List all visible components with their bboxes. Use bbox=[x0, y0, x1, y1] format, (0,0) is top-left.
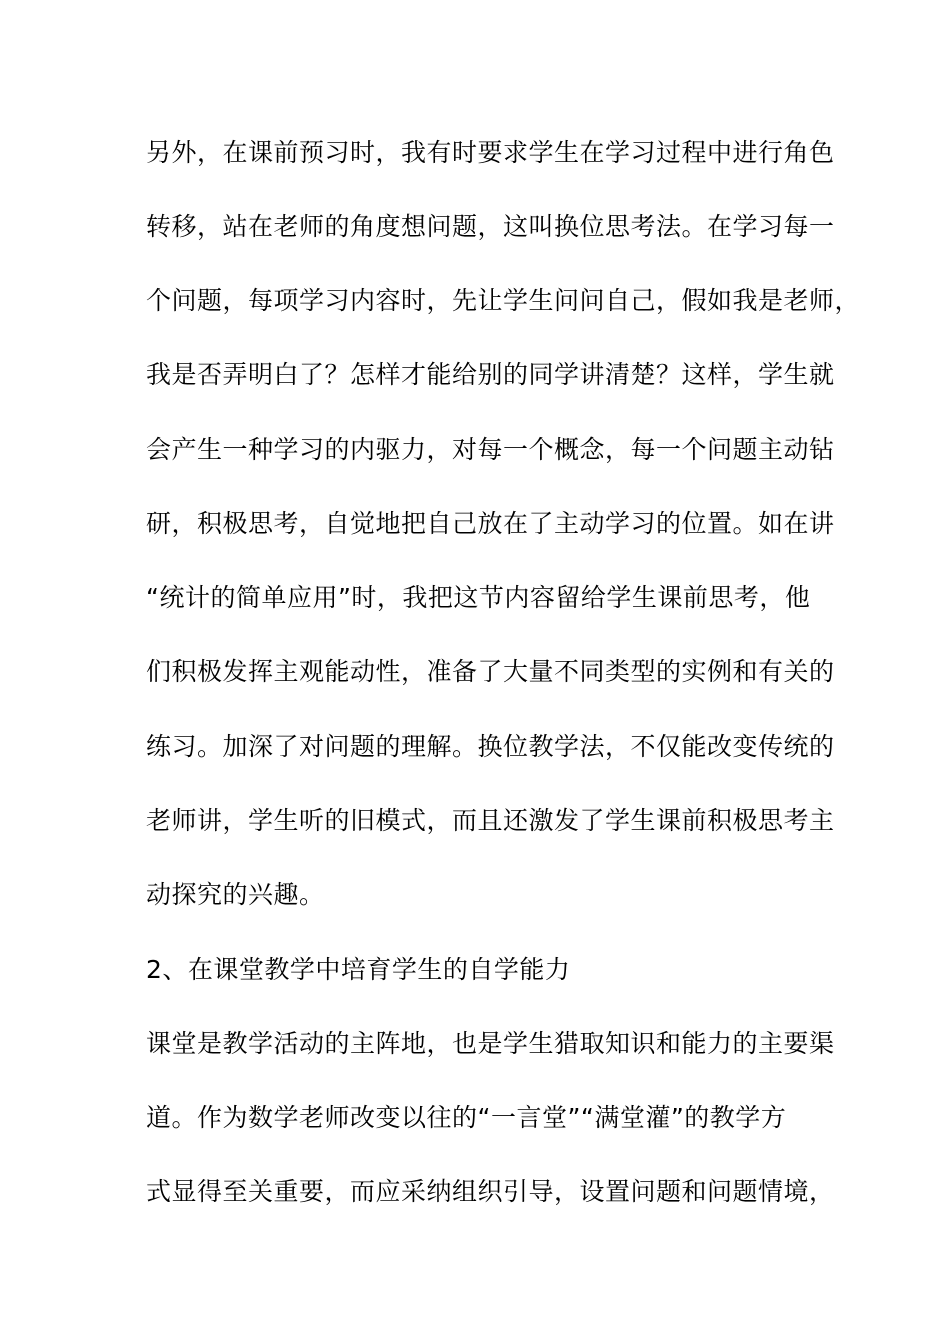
text-line: 练习。加深了对问题的理解。换位教学法，不仅能改变传统的 bbox=[146, 732, 835, 761]
text-line: 道。作为数学老师改变以往的“一言堂”“满堂灌”的教学方 bbox=[146, 1103, 787, 1132]
text-line: 转移，站在老师的角度想问题，这叫换位思考法。在学习每一 bbox=[146, 212, 835, 241]
text-line: 动探究的兴趣。 bbox=[146, 880, 325, 909]
text-line: 式显得至关重要，而应采纳组织引导，设置问题和问题情境， bbox=[146, 1177, 835, 1206]
text-line: 课堂是教学活动的主阵地，也是学生猎取知识和能力的主要渠 bbox=[146, 1029, 835, 1058]
text-line: 会产生一种学习的内驱力，对每一个概念，每一个问题主动钻 bbox=[146, 435, 835, 464]
text-line: 另外，在课前预习时，我有时要求学生在学习过程中进行角色 bbox=[146, 138, 835, 167]
text-line: 们积极发挥主观能动性，准备了大量不同类型的实例和有关的 bbox=[146, 657, 835, 686]
text-line: 老师讲，学生听的旧模式，而且还激发了学生课前积极思考主 bbox=[146, 806, 835, 835]
text-line: “统计的简单应用”时，我把这节内容留给学生课前思考，他 bbox=[146, 583, 811, 612]
text-line: 我是否弄明白了？怎样才能给别的同学讲清楚？这样，学生就 bbox=[146, 360, 835, 389]
text-line: 个问题，每项学习内容时，先让学生问问自己，假如我是老师， bbox=[146, 286, 861, 315]
section-heading: 2、在课堂教学中培育学生的自学能力 bbox=[146, 955, 571, 984]
text-line: 研，积极思考，自觉地把自己放在了主动学习的位置。如在讲 bbox=[146, 509, 835, 538]
